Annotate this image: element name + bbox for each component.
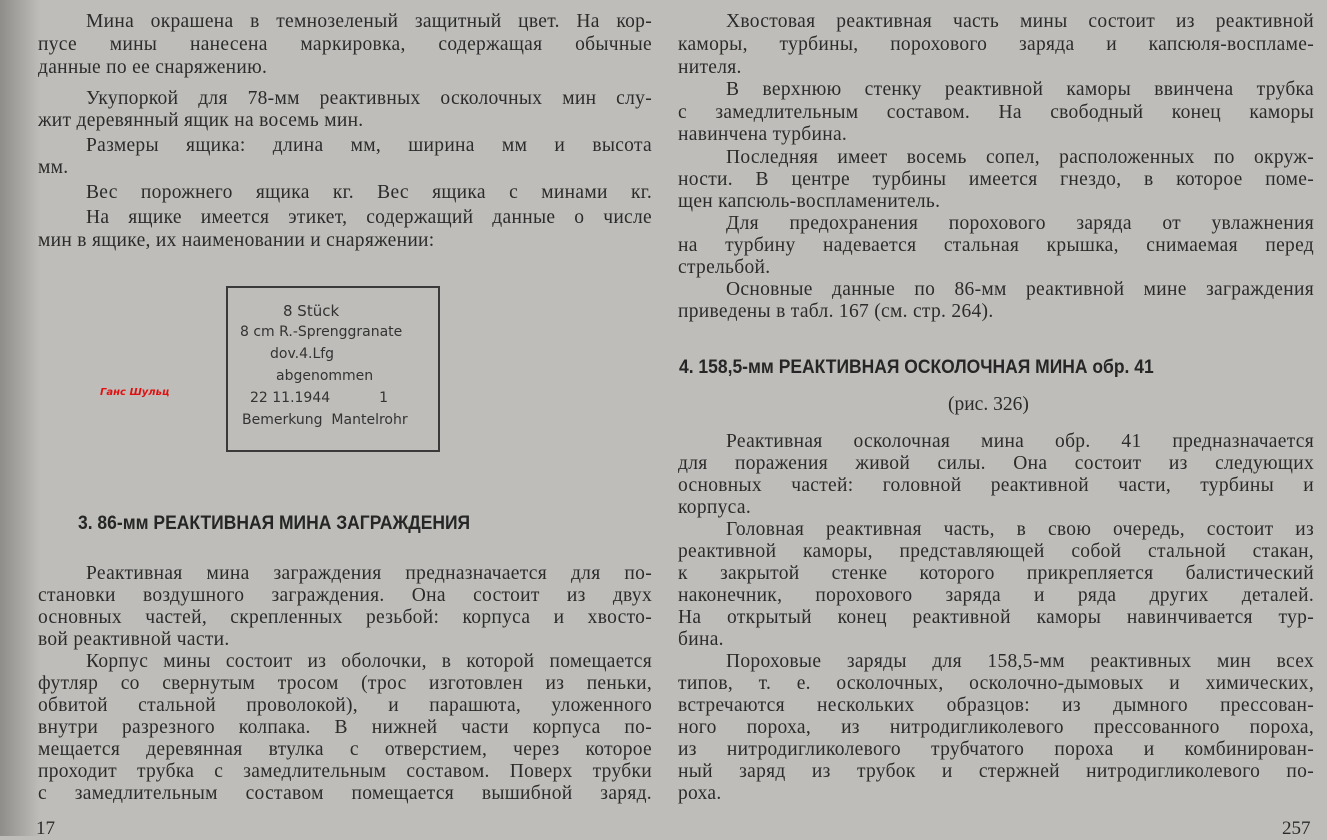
text-line: ного пороха, из нитродигликолевого прессованного пороха, xyxy=(678,717,1314,738)
crate-label-line: 8 Stück xyxy=(283,302,340,320)
page-number-right: 257 xyxy=(1282,818,1311,839)
text-line: проходит трубка с замедлительным составом. Поверх трубки xyxy=(38,761,652,782)
text-line: Для предохранения порохового заряда от увлажнения xyxy=(726,213,1314,234)
text-line: пусе мины нанесена маркировка, содержащая обычные xyxy=(38,34,652,55)
text-line: бина. xyxy=(678,629,724,650)
text-line: На открытый конец реактивной каморы навинчивается тур- xyxy=(678,607,1314,628)
text-line: реактивной каморы, представляющей собой стальной стакан, xyxy=(678,541,1314,562)
text-line: корпуса. xyxy=(678,497,751,518)
crate-label-line: Bemerkung Mantelrohr xyxy=(242,412,408,428)
book-spine-shadow xyxy=(0,0,40,836)
figure-reference: (рис. 326) xyxy=(948,394,1029,415)
text-line: Мина окрашена в темнозеленый защитный цвет. На кор- xyxy=(86,11,652,32)
crate-label-line: 22 11.1944 1 xyxy=(250,390,389,406)
text-line: Укупоркой для 78-мм реактивных осколочных мин слу- xyxy=(86,88,652,109)
text-line: Реактивная мина заграждения предназначается для по- xyxy=(86,563,652,584)
text-line: каморы, турбины, порохового заряда и капсюля-воспламе- xyxy=(678,34,1314,55)
text-line: мм. xyxy=(38,157,69,178)
text-line: приведены в табл. 167 (см. стр. 264). xyxy=(678,301,994,322)
owner-stamp: Ганс Шульц xyxy=(100,387,170,398)
section-heading-3: 3. 86-мм РЕАКТИВНАЯ МИНА ЗАГРАЖДЕНИЯ xyxy=(78,513,471,534)
text-line: для поражения живой силы. Она состоит из следующих xyxy=(678,453,1314,474)
text-line: Основные данные по 86-мм реактивной мине заграждения xyxy=(726,279,1314,300)
page-number-left: 17 xyxy=(36,818,55,839)
section-heading-4: 4. 158,5-мм РЕАКТИВНАЯ ОСКОЛОЧНАЯ МИНА обр. 41 xyxy=(679,357,1154,378)
text-line: нителя. xyxy=(678,57,742,78)
crate-label-line: 8 cm R.-Sprenggranate xyxy=(240,324,403,340)
text-line: Размеры ящика: длина мм, ширина мм и высота xyxy=(86,135,652,156)
text-line: Корпус мины состоит из оболочки, в которой помещается xyxy=(86,651,652,672)
text-line: Последняя имеет восемь сопел, расположенных по окруж- xyxy=(726,147,1314,168)
crate-label-line: abgenommen xyxy=(276,368,374,384)
text-line: роха. xyxy=(678,783,722,804)
text-line: основных частей: головной реактивной части, турбины и xyxy=(678,475,1314,496)
text-line: основных частей, скрепленных резьбой: корпуса и хвосто- xyxy=(38,607,652,628)
text-line: навинчена турбина. xyxy=(678,124,848,145)
text-line: данные по ее снаряжению. xyxy=(38,57,268,78)
text-line: типов, т. е. осколочных, осколочно-дымовых и химических, xyxy=(678,673,1314,694)
text-line: с замедлительным составом. На свободный конец каморы xyxy=(678,102,1314,123)
text-line: Реактивная осколочная мина обр. 41 предназначается xyxy=(726,431,1314,452)
text-line: ный заряд из трубок и стержней нитродигликолевого по- xyxy=(678,761,1314,782)
text-line: стрельбой. xyxy=(678,257,771,278)
text-line: становки воздушного заграждения. Она состоит из двух xyxy=(38,585,652,606)
text-line: Пороховые заряды для 158,5-мм реактивных мин всех xyxy=(726,651,1314,672)
text-line: На ящике имеется этикет, содержащий данные о числе xyxy=(86,207,652,228)
text-line: ности. В центре турбины имеется гнездо, в которое поме- xyxy=(678,169,1314,190)
text-line: В верхнюю стенку реактивной каморы ввинчена трубка xyxy=(726,79,1314,100)
text-line: обвитой стальной проволокой), и парашюта, уложенного xyxy=(38,695,652,716)
text-line: Вес порожнего ящика кг. Вес ящика с минами кг. xyxy=(86,182,652,203)
text-line: с замедлительным составом помещается вышибной заряд. xyxy=(38,783,652,804)
text-line: футляр со свернутым тросом (трос изготовлен из пеньки, xyxy=(38,673,652,694)
text-line: мин в ящике, их наименовании и снаряжении: xyxy=(38,230,435,251)
text-line: на турбину надевается стальная крышка, снимаемая перед xyxy=(678,235,1314,256)
text-line: встречаются нескольких образцов: из дымного прессован- xyxy=(678,695,1314,716)
text-line: наконечник, порохового заряда и ряда других деталей. xyxy=(678,585,1314,606)
text-line: мещается деревянная втулка с отверстием, через которое xyxy=(38,739,652,760)
text-line: внутри разрезного колпака. В нижней части корпуса по- xyxy=(38,717,652,738)
text-line: из нитродигликолевого трубчатого пороха и комбинирован- xyxy=(678,739,1314,760)
text-line: к закрытой стенке которого прикрепляется балистический xyxy=(678,563,1314,584)
text-line: Головная реактивная часть, в свою очередь, состоит из xyxy=(726,519,1314,540)
crate-label-line: dov.4.Lfg xyxy=(270,346,335,362)
text-line: вой реактивной части. xyxy=(38,629,230,650)
text-line: жит деревянный ящик на восемь мин. xyxy=(38,110,364,131)
text-line: Хвостовая реактивная часть мины состоит из реактивной xyxy=(726,11,1314,32)
text-line: щен капсюль-воспламенитель. xyxy=(678,191,941,212)
